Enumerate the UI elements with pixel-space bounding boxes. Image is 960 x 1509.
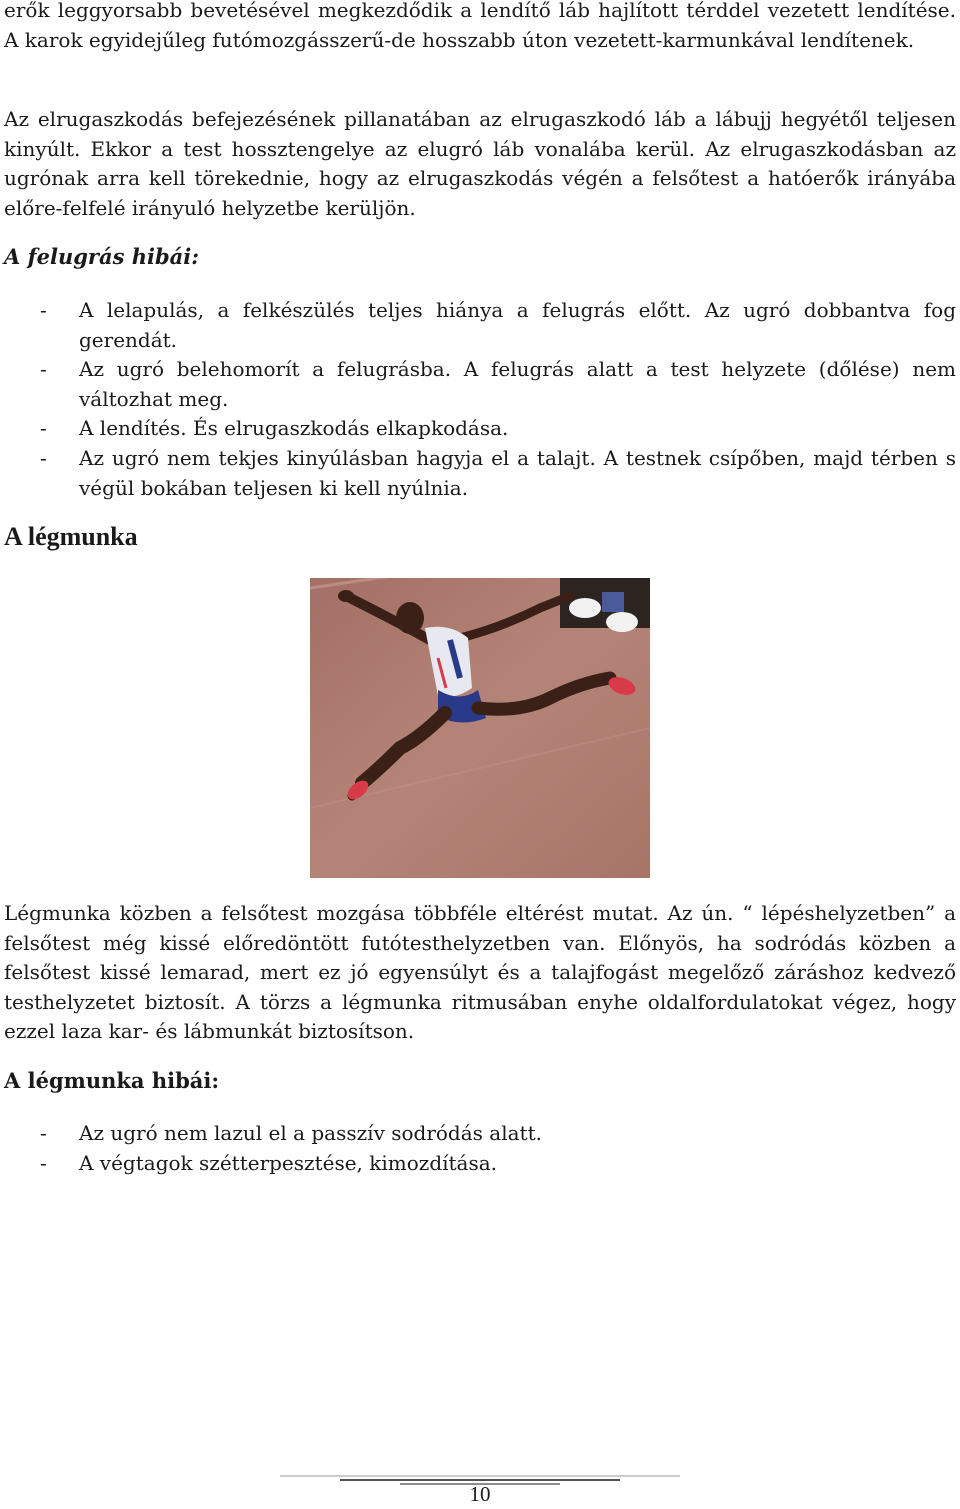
bullet-dash: - — [40, 298, 47, 322]
paragraph-elrugaszkodas: Az elrugaszkodás befejezésének pillanatában az elrugaszkodó láb a lábujj hegyétől teljesen kinyúlt. Ekkor a test hossztengelye az elugró láb vonalába kerül. Az elrugaszkodásban az ugrónak arra kell törekednie, hogy az elrugaszkodás végén a felsőtest a hatóerők irányába előre-felfelé irányuló helyzetbe kerüljön. — [4, 107, 956, 220]
page-number: 10 — [469, 1482, 491, 1506]
long-jump-photo — [310, 578, 650, 878]
list-item-text: A lelapulás, a felkészülés teljes hiánya a felugrás előtt. Az ugró dobbantva fog gerendát. — [79, 298, 956, 352]
bullet-dash: - — [40, 445, 47, 470]
list-item — [40, 355, 956, 414]
paragraph-legmunka: Légmunka közben a felsőtest mozgása többféle eltérést mutat. Az ún. “ lépéshelyzetben” a felsőtest még kissé előredöntött futótesthelyzetben van. Előnyös, ha sodródás közben a felsőtest kissé lemarad, mert ez jó egyensúlyt és a talajfogást megelőző záráshoz kedvező testhelyzetet biztosít. A törzs a légmunka ritmusában enyhe oldalfordulatokat végez, hogy ezzel laza kar- és lábmunkát biztosítson. — [4, 901, 956, 1044]
bullet-dash: - — [40, 1121, 47, 1145]
spectator-feet — [560, 578, 650, 632]
long-jumper-illustration — [310, 578, 650, 878]
list-item-text: Az ugró belehomorít a felugrásba. A felugrás alatt a test helyzete (dőlése) nem változhat meg. — [79, 357, 956, 411]
bullet-dash: - — [40, 1150, 47, 1175]
list-legmunka-hibai — [40, 1119, 956, 1178]
list-item — [40, 414, 956, 444]
bullet-dash: - — [40, 357, 47, 382]
list-item-text: A lendítés. És elrugaszkodás elkapkodása. — [79, 416, 509, 441]
list-item-text: A végtagok szétterpesztése, kimozdítása. — [79, 1150, 498, 1175]
paragraph-lendites: erők leggyorsabb bevetésével megkezdődik a lendítő láb hajlított térddel vezetett lendítése. A karok egyidejűleg futómozgásszerű-de hosszabb úton vezetett-karmunkával lendítenek. — [4, 0, 956, 52]
list-item-text: Az ugró nem tekjes kinyúlásban hagyja el a talajt. A testnek csípőben, majd térben s végül bokában teljesen ki kell nyúlnia. — [79, 445, 956, 500]
list-item — [40, 444, 956, 503]
list-item-text: Az ugró nem lazul el a passzív sodródás alatt. — [79, 1121, 542, 1145]
list-felugras-hibai — [40, 296, 956, 503]
list-item — [40, 296, 956, 355]
list-item — [40, 1149, 956, 1179]
heading-legmunka: A légmunka — [4, 522, 138, 551]
heading-legmunka-hibai: A légmunka hibái: — [4, 1068, 220, 1093]
heading-felugras-hibai: A felugrás hibái: — [4, 244, 199, 269]
bullet-dash: - — [40, 416, 47, 441]
list-item — [40, 1119, 956, 1149]
